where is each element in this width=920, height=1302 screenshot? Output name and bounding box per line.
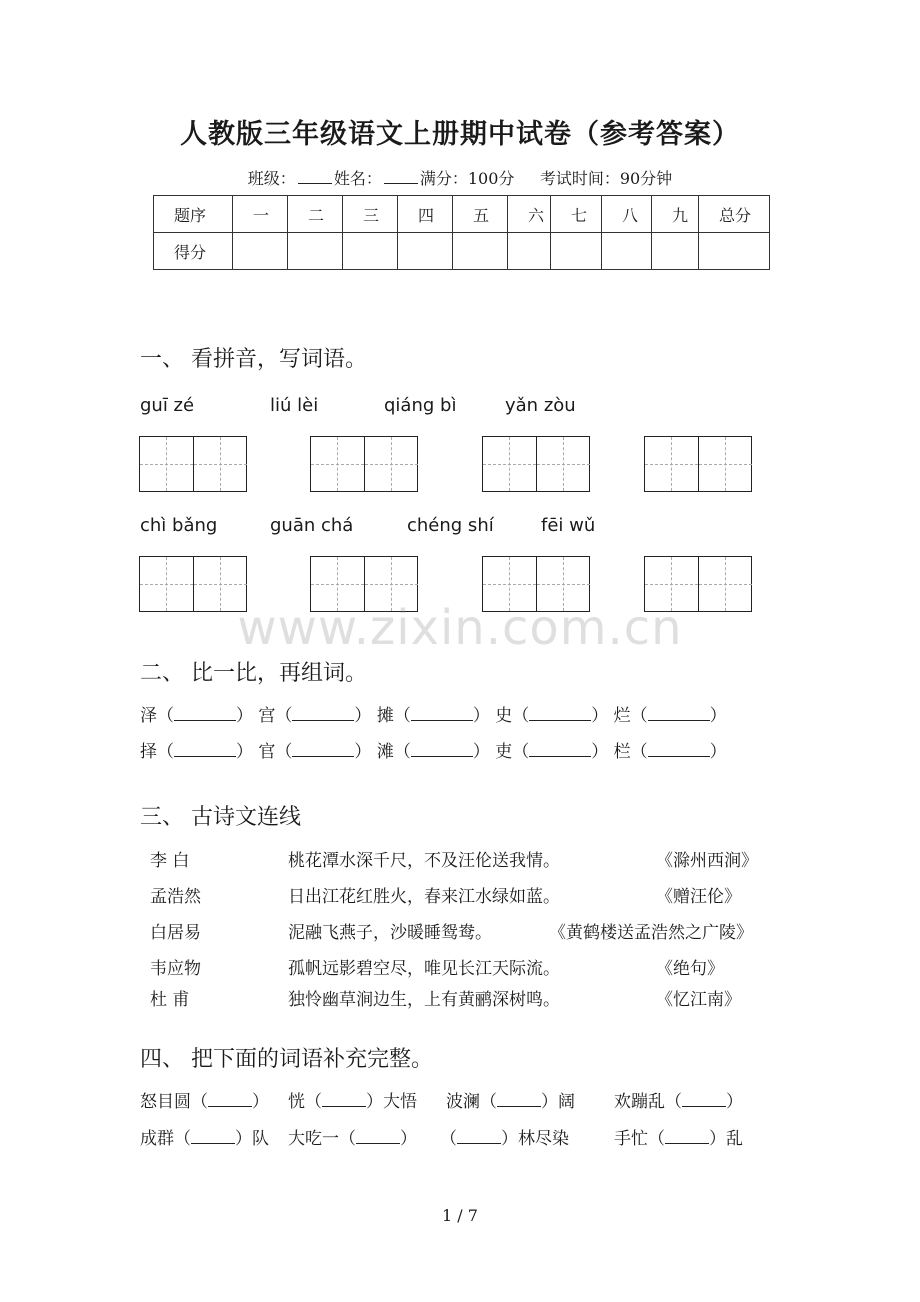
idiom-item [140,1087,269,1112]
compare-char: 泽 [140,706,157,726]
pinyin: guān chá [270,515,354,536]
answer-blank[interactable] [648,742,710,757]
section3-title: 三、 古诗文连线 [140,805,301,830]
answer-blank[interactable] [174,706,236,721]
pinyin: guī zé [140,395,195,416]
name-blank[interactable] [384,169,418,184]
poem-line[interactable]: 日出江花红胜火，春来江水绿如蓝。 [288,887,560,907]
poet-name[interactable]: 李 白 [150,851,190,871]
idiom-text: 恍（ [288,1092,322,1112]
poem-line[interactable]: 孤帆远影碧空尽，唯见长江天际流。 [288,959,560,979]
idiom-blank[interactable] [457,1129,501,1144]
idiom-item [446,1087,575,1112]
idiom-item [288,1124,417,1149]
idiom-text: ）大悟 [366,1092,417,1112]
header-cell: 题序 [154,196,233,233]
class-blank[interactable] [298,169,332,184]
answer-blank[interactable] [529,706,591,721]
idiom-item [614,1124,743,1149]
poet-name[interactable]: 白居易 [150,923,201,943]
idiom-text: 大吃一（ [288,1129,356,1149]
header-cell: 三 [343,196,398,233]
header-cell: 四 [398,196,453,233]
score-cell[interactable] [398,233,453,270]
header-cell: 六 [508,196,551,233]
pinyin: fēi wǔ [541,515,596,536]
header-cell: 五 [453,196,508,233]
section2-title: 二、 比一比，再组词。 [140,661,367,686]
section4-title: 四、 把下面的词语补充完整。 [140,1047,433,1072]
page-number: 1 / 7 [442,1206,478,1225]
compare-char: 史 [495,706,513,726]
full-score: 满分：100分 [419,169,515,188]
idiom-blank[interactable] [208,1092,252,1107]
name-label: 姓名： [333,169,382,188]
idiom-item [288,1087,417,1112]
compare-row-1: 泽（ ） 宫（ ） 摊（ ） 史（ ） 烂（ ） [140,706,727,726]
header-cell: 七 [551,196,602,233]
compare-char: 烂 [613,706,631,726]
idiom-blank[interactable] [356,1129,400,1144]
idiom-text: 波澜（ [446,1092,497,1112]
answer-blank[interactable] [529,742,591,757]
poem-line[interactable]: 独怜幽草涧边生，上有黄鹂深树鸣。 [288,990,560,1010]
header-cell: 八 [602,196,652,233]
answer-blank[interactable] [292,706,354,721]
writing-box[interactable] [482,436,590,492]
idiom-text: ）乱 [709,1129,743,1149]
score-table [153,195,770,270]
score-cell[interactable] [602,233,652,270]
score-cell[interactable] [288,233,343,270]
idiom-blank[interactable] [682,1092,726,1107]
header-cell: 九 [652,196,699,233]
writing-box[interactable] [644,436,752,492]
score-cell[interactable] [343,233,398,270]
compare-char: 滩 [376,742,394,762]
pinyin: chì bǎng [140,515,218,536]
writing-box[interactable] [139,436,247,492]
answer-blank[interactable] [174,742,236,757]
poet-name[interactable]: 孟浩然 [150,887,201,907]
score-cell[interactable] [551,233,602,270]
idiom-blank[interactable] [665,1129,709,1144]
pinyin: chéng shí [407,515,494,536]
answer-blank[interactable] [411,706,473,721]
pinyin: liú lèi [270,395,319,416]
header-cell: 总分 [699,196,770,233]
idiom-text: ） [400,1129,417,1149]
poet-name[interactable]: 韦应物 [150,959,201,979]
idiom-item [614,1087,743,1112]
score-cell[interactable] [233,233,288,270]
score-table-row [154,233,770,270]
compare-char: 栏 [613,742,631,762]
poem-line[interactable]: 泥融飞燕子，沙暖睡鸳鸯。 [288,923,492,943]
idiom-item [140,1124,269,1149]
class-label: 班级： [247,169,296,188]
idiom-text: 欢蹦乱（ [614,1092,682,1112]
section1-title: 一、 看拼音，写词语。 [140,347,367,372]
watermark: www.zixin.com.cn [237,600,683,656]
compare-char: 择 [140,742,157,762]
answer-blank[interactable] [411,742,473,757]
score-cell[interactable] [652,233,699,270]
idiom-text: 怒目圆（ [140,1092,208,1112]
poem-title[interactable]: 《黄鹤楼送孟浩然之广陵》 [549,923,753,943]
compare-char: 吏 [495,742,513,762]
poem-title[interactable]: 《赠汪伦》 [656,887,741,907]
poem-title[interactable]: 《滁州西涧》 [656,851,758,871]
pinyin: qiáng bì [384,395,457,416]
idiom-text: ） [726,1092,743,1112]
idiom-text: （ [440,1129,457,1149]
answer-blank[interactable] [648,706,710,721]
idiom-text: 成群（ [140,1129,191,1149]
page-title: 人教版三年级语文上册期中试卷（参考答案） [180,119,740,150]
idiom-blank[interactable] [497,1092,541,1107]
poem-title[interactable]: 《忆江南》 [656,990,741,1010]
writing-box[interactable] [310,436,418,492]
idiom-text: ）林尽染 [501,1129,569,1149]
idiom-text: ）队 [235,1129,269,1149]
idiom-text: 手忙（ [614,1129,665,1149]
row-label: 得分 [154,233,233,270]
score-cell[interactable] [453,233,508,270]
idiom-text: ） [252,1092,269,1112]
score-cell[interactable] [508,233,551,270]
compare-char: 宫 [258,706,276,726]
compare-char: 摊 [376,706,394,726]
poem-line[interactable]: 桃花潭水深千尺，不及汪伦送我情。 [288,851,560,871]
compare-row-2: 择（ ） 官（ ） 滩（ ） 吏（ ） 栏（ ） [140,742,727,762]
pinyin: yǎn zòu [505,395,576,416]
poem-title[interactable]: 《绝句》 [656,959,724,979]
header-cell: 二 [288,196,343,233]
exam-time: 考试时间：90分钟 [539,169,673,188]
compare-char: 官 [258,742,276,762]
header-cell: 一 [233,196,288,233]
answer-blank[interactable] [292,742,354,757]
exam-info [0,166,920,189]
idiom-item [440,1124,569,1149]
idiom-blank[interactable] [191,1129,235,1144]
idiom-text: ）阔 [541,1092,575,1112]
score-table-header [154,196,770,233]
poet-name[interactable]: 杜 甫 [150,990,190,1010]
score-cell[interactable] [699,233,770,270]
idiom-blank[interactable] [322,1092,366,1107]
